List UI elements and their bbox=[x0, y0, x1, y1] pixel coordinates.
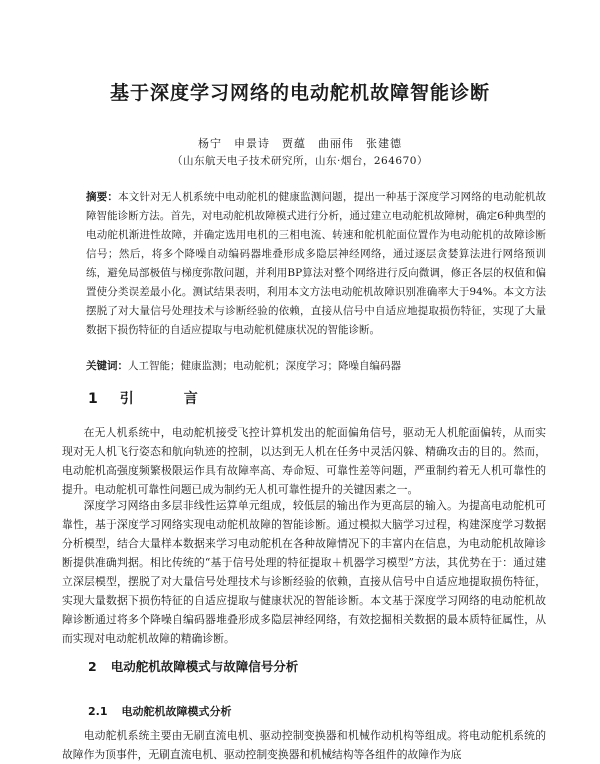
section-2-1-paragraph: 电动舵机系统主要由无刷直流电机、驱动控制变换器和机械作动机构等组成。将电动舵机系统的故障作为顶事件，无刷直流电机、驱动控制变换器和机械结构等各组件的故障作为底 bbox=[62, 729, 546, 761]
author-list: 杨宁 申景诗 贾蕴 曲丽伟 张建德 bbox=[198, 137, 402, 150]
keywords-block bbox=[86, 357, 546, 376]
abstract-block bbox=[86, 188, 546, 340]
section-2-1-number: 2.1 bbox=[88, 705, 108, 718]
section-1-number: 1 bbox=[88, 391, 98, 407]
section-2-number: 2 bbox=[88, 659, 97, 674]
keywords-label: 关键词： bbox=[86, 360, 128, 372]
abstract-label: 摘要： bbox=[86, 191, 119, 203]
section-2-1-heading bbox=[88, 703, 232, 719]
section-1-title: 引 言 bbox=[119, 391, 216, 407]
paper-title: 基于深度学习网络的电动舵机故障智能诊断 bbox=[109, 82, 490, 104]
section-2-1-title: 电动舵机故障模式分析 bbox=[121, 705, 232, 718]
abstract-text: 本文针对无人机系统中电动舵机的健康监测问题，提出一种基于深度学习网络的电动舵机故障智能诊断方法。首先，对电动舵机故障模式进行分析，通过建立电动舵机故障树，确定6种典型的电动舵机渐进性故障，并确定选用电机的三相电流、转速和舵机舵面位置作为电动舵机的故障诊断信号；然后，将多个降噪自动编码器堆叠形成多隐层神经网络，通过逐层贪婪算法进行网络预训练，避免局部极值与梯度弥散问题，并利用BP算法对整个网络进行反向微调，修正各层的权值和偏置使分类误差最小化。测试结果表明，利用本文方法电动舵机故障识别准确率大于94%。本文方法摆脱了对大量信号处理技术与诊断经验的依赖，直接从信号中自适应地提取损伤特征，实现了大量数据下损伤特征的自适应提取与电动舵机健康状况的智能诊断。 bbox=[86, 191, 547, 336]
intro-paragraph-1: 在无人机系统中，电动舵机接受飞控计算机发出的舵面偏角信号，驱动无人机舵面偏转，从而实现对无人机飞行姿态和航向轨迹的控制，以达到无人机在任务中灵活闪躲、精确攻击的目的。然而，电动舵机高强度频繁极限运作具有故障率高、寿命短、可靠性差等问题，严重制约着无人机可靠性的提升。电动舵机可靠性问题已成为制约无人机可靠性提升的关键因素之一。 bbox=[62, 426, 546, 496]
keywords-text: 人工智能；健康监测；电动舵机；深度学习；降噪自编码器 bbox=[128, 360, 401, 372]
affiliation: （山东航天电子技术研究所，山东·烟台，264670） bbox=[172, 155, 428, 167]
section-1-heading bbox=[88, 388, 216, 408]
section-2-heading bbox=[88, 657, 298, 675]
intro-paragraph-2: 深度学习网络由多层非线性运算单元组成，较低层的输出作为更高层的输入。为提高电动舵机可靠性，基于深度学习网络实现电动舵机故障的智能诊断。通过模拟大脑学习过程，构建深度学习数据分析模型，结合大量样本数据来学习电动舵机在各种故障情况下的丰富内在信息，为电动舵机故障诊断提供准确判据。相比传统的“基于信号处理的特征提取＋机器学习模型”方法，其优势在于：通过建立深层模型，摆脱了对大量信号处理技术与诊断经验的依赖，直接从信号中自适应地提取损伤特征，实现大量数据下损伤特征的自适应提取与健康状况的智能诊断。本文基于深度学习网络的电动舵机故障诊断通过将多个降噪自编码器堆叠形成多隐层神经网络，有效挖掘相关数据的最本质特征属性，从而实现对电动舵机故障的精确诊断。 bbox=[62, 499, 546, 645]
section-2-title: 电动舵机故障模式与故障信号分析 bbox=[110, 659, 299, 674]
